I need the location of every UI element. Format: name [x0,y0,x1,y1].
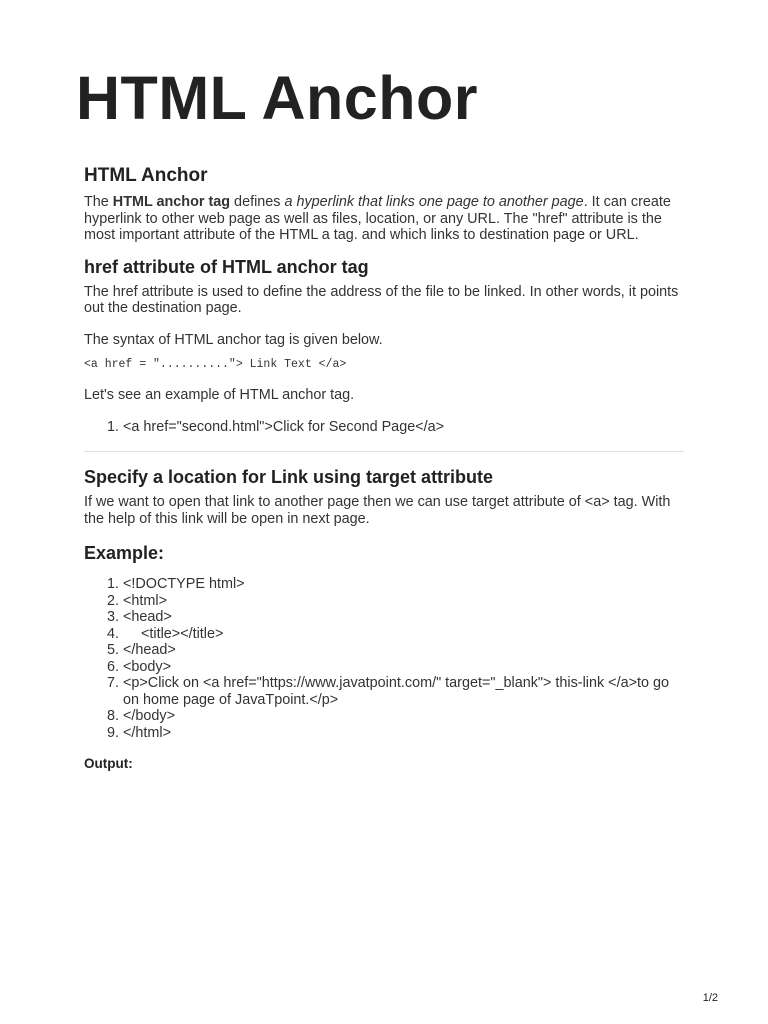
list-item: 7. <p>Click on <a href="https://www.javatpoint.com/" target="_blank"> this-link </a>to go on home page of JavaTpoint.</p> [123,675,684,708]
anchor-example-list [84,419,684,436]
list-item: 2. <html> [123,593,684,610]
example-intro: Let's see an example of HTML anchor tag. [84,387,355,403]
section-heading-example: Example: [84,543,165,563]
intro-text: defines [230,194,285,210]
list-item [123,626,684,643]
list-item: 3. <head> [123,609,684,626]
list-item: 1. <a href="second.html">Click for Second Page</a> [123,419,684,436]
intro-text: . It can create hyperlink to other web page as well as files, location, or any URL. The "href" attribute is the most important attribute of the HTML a tag. and which links to destination page or URL. [84,194,671,243]
section-divider [84,451,684,452]
section-heading-href: href attribute of HTML anchor tag [84,256,369,277]
list-item: 9. </html> [123,725,684,742]
output-label: Output: [84,756,133,771]
indented-code: <title></title> [141,625,224,642]
section-heading-target: Specify a location for Link using target attribute [84,467,494,487]
list-item: 6. <body> [123,659,684,676]
example-code-list [84,576,684,741]
syntax-intro: The syntax of HTML anchor tag is given below. [84,331,383,348]
intro-paragraph [84,194,684,244]
intro-text: The [84,194,113,210]
page-number: 1/2 [702,992,718,1004]
href-description: The href attribute is used to define the address of the file to be linked. In other words, it points out the destination page. [84,283,679,316]
document-title: HTML Anchor [76,64,478,132]
intro-bold-term: HTML anchor tag [112,194,231,210]
section-heading-html-anchor: HTML Anchor [84,165,208,186]
target-description: If we want to open that link to another page then we can use target attribute of <a> tag. With the help of this link will be open in next page. [84,494,671,527]
list-item: 5. </head> [123,642,684,659]
intro-italic-phrase: a hyperlink that links one page to another page [284,194,584,210]
document-content [84,164,684,772]
list-item: 8. </body> [123,708,684,725]
syntax-code: <a href = ".........."> Link Text </a> [84,358,347,371]
list-item: 1. <!DOCTYPE html> [123,576,684,593]
